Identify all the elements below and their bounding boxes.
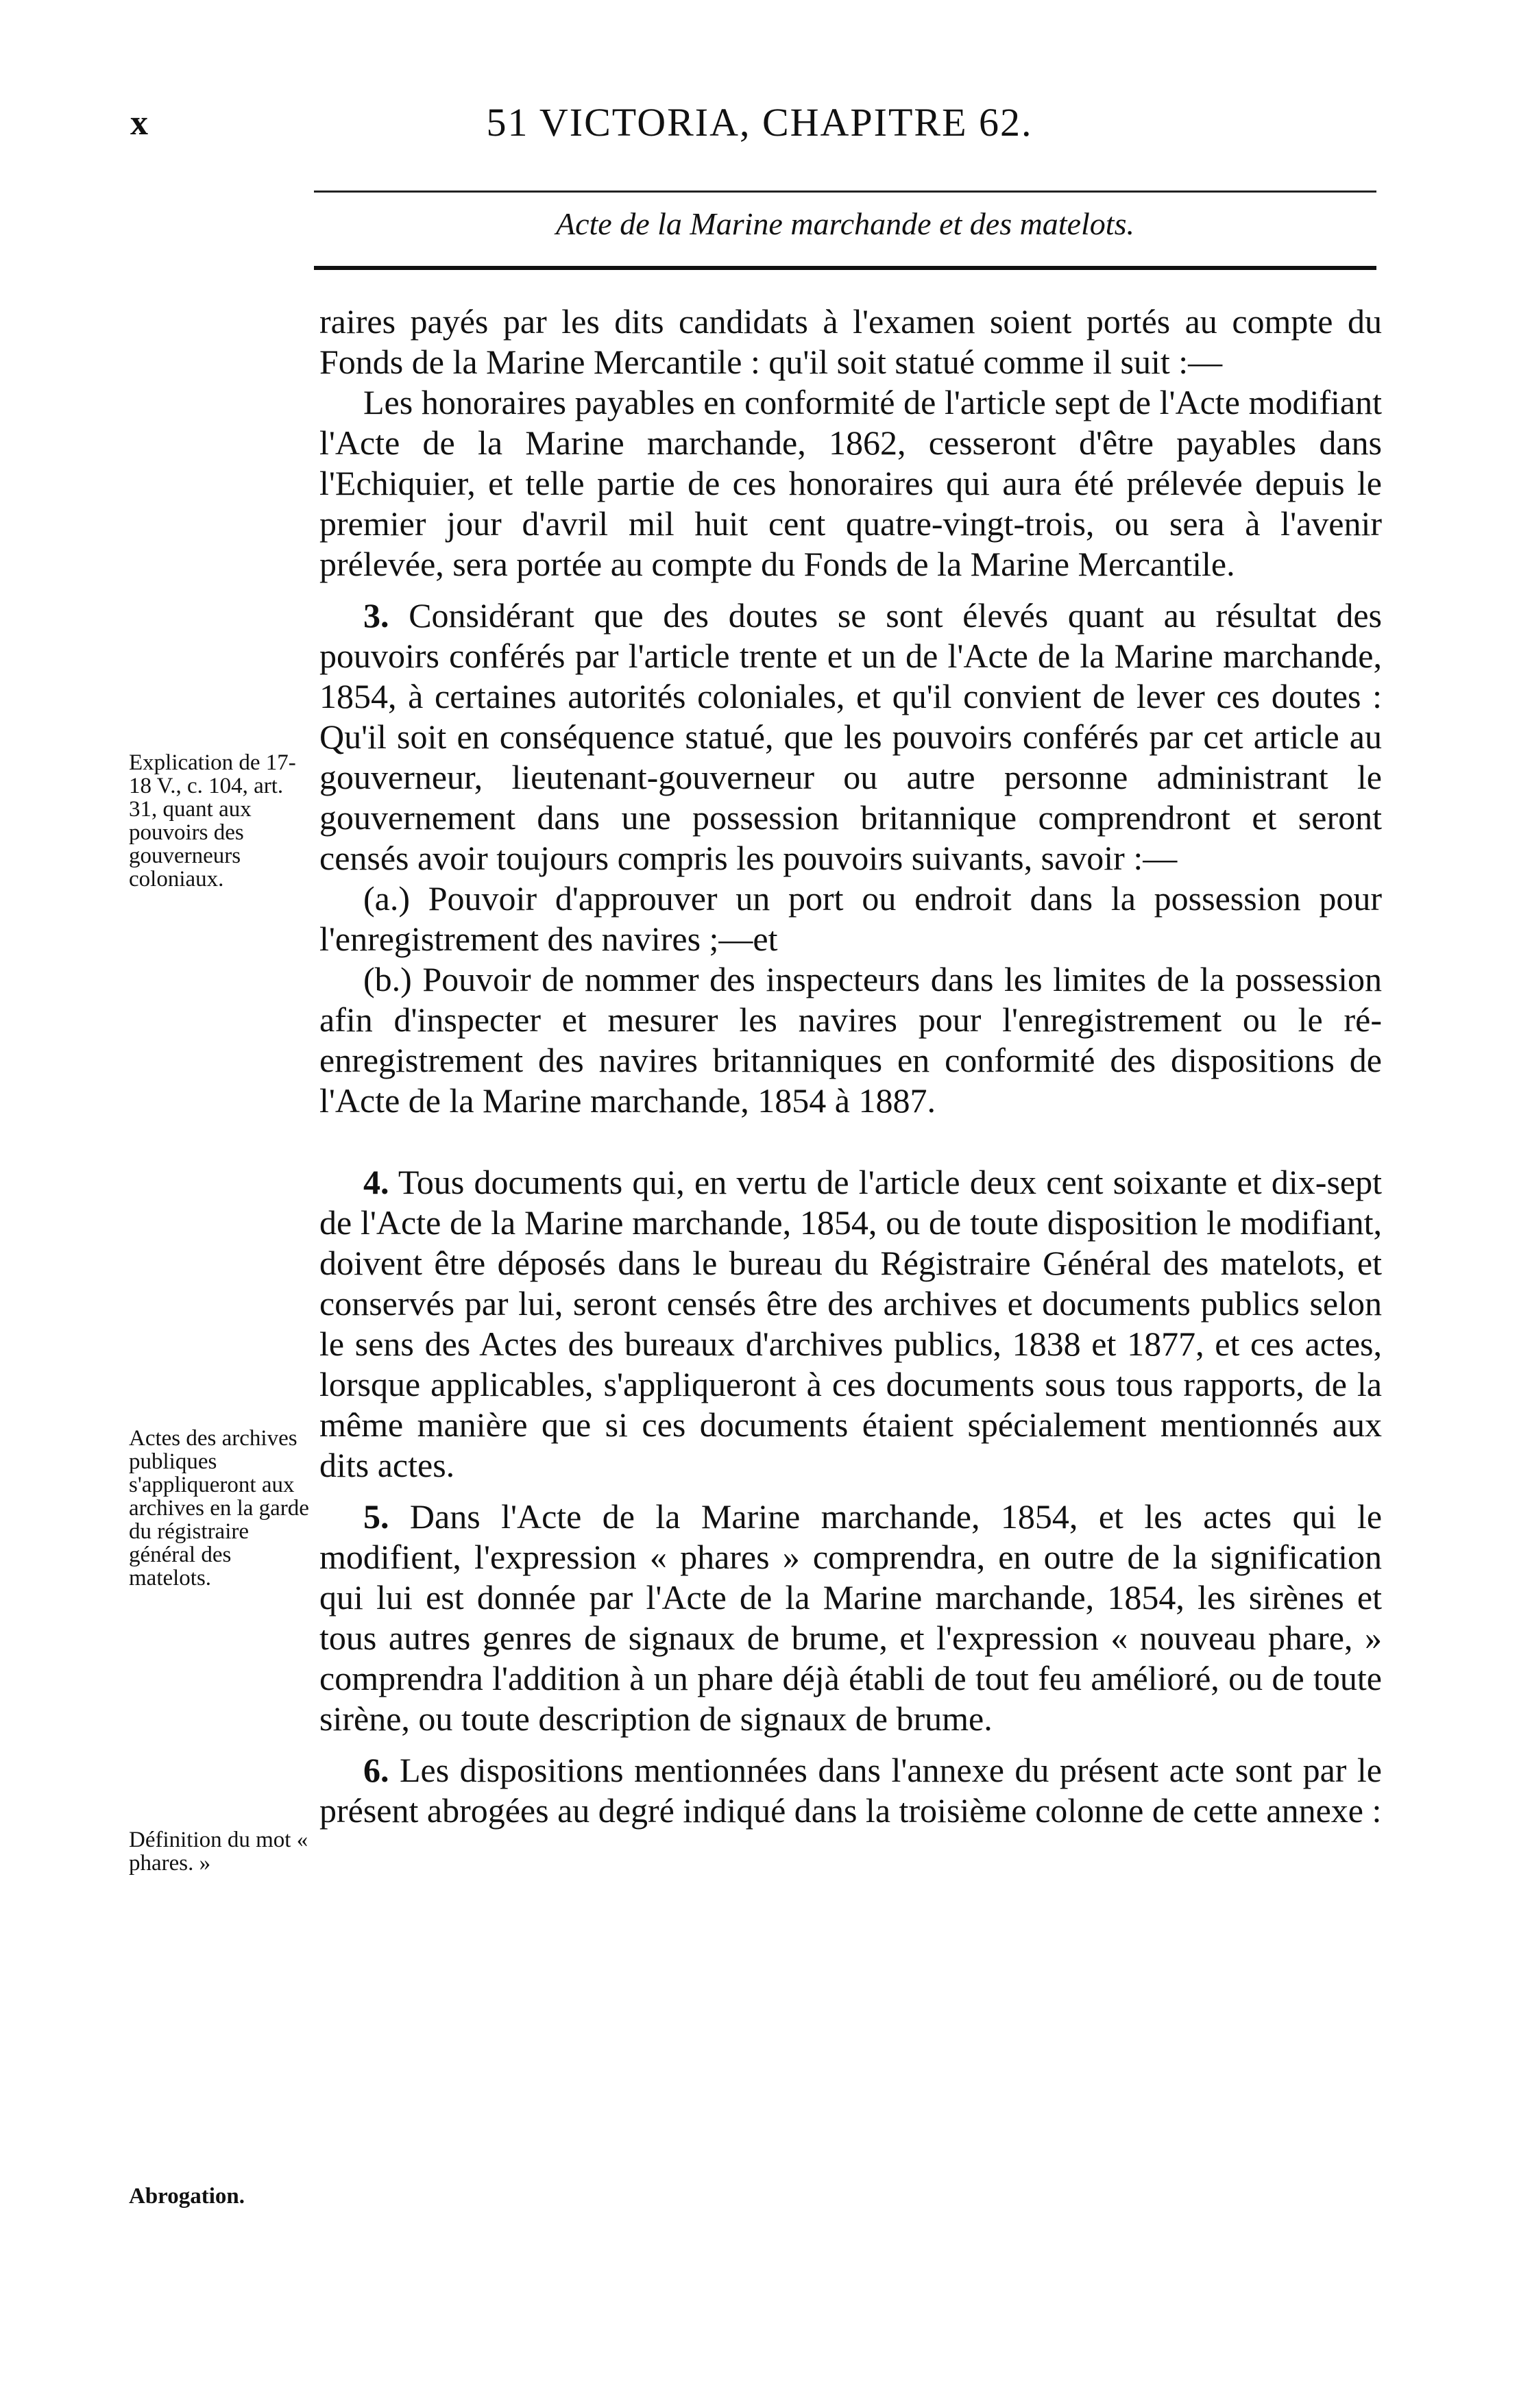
section-4-text: Tous documents qui, en vertu de l'article deux cent soixante et dix-sept de l'Acte de la Marine marchande, 1854, ou de toute disposition le modifiant, doivent être déposés dans le bureau du Régistraire Général des matelots, et conservés par lui, seront censés être des archives et documents publics selon le sens des Actes des bureaux d'archives publics, 1838 et 1877, et ces actes, lorsque applicables, s'appliqueront à ces documents sous tous rapports, de la même manière que si ces documents étaient spécialement mentionnés aux dits actes. xyxy=(319,1163,1382,1484)
section-3-text: Considérant que des doutes se sont élevés quant au résultat des pouvoirs conférés par l'article trente et un de l'Acte de la Marine marchande, 1854, à certaines autorités coloniales, et qu'il convient de lever ces doutes : Qu'il soit en conséquence statué, que les pouvoirs conférés par cet article au gouverneur, lieutenant-gouverneur ou autre personne administrant le gouvernement dans une possession britannique comprendront et seront censés avoir toujours compris les pouvoirs suivants, savoir :— xyxy=(319,596,1382,877)
section-5-text: Dans l'Acte de la Marine marchande, 1854, et les actes qui le modifient, l'expression « phares » comprendra, en outre de la signification qui lui est donnée par l'Acte de la Marine marchande, 1854, les sirènes et tous autres genres de signaux de brume, et l'expression « nouveau phare, » comprendra l'addition à un phare déjà établi de tout feu amélioré, ou de toute sirène, ou toute description de signaux de brume. xyxy=(319,1497,1383,1738)
continuation-paragraph: raires payés par les dits candidats à l'examen soient portés au compte du Fonds de la Marine Mercantile : qu'il soit statué comme il suit :— xyxy=(319,302,1382,381)
section-4 xyxy=(319,1162,1382,1486)
running-title: 51 VICTORIA, CHAPITRE 62. xyxy=(486,100,1033,145)
act-subtitle: Acte de la Marine marchande et des matelots. xyxy=(556,206,1134,241)
margin-note-section-6: Abrogation. xyxy=(129,2184,245,2209)
section-6-text: Les dispositions mentionnées dans l'annexe du présent acte sont par le présent abrogées au degré indiqué dans la troisième colonne de cette annexe : xyxy=(319,1751,1383,1830)
section-5 xyxy=(319,1497,1382,1739)
section-3 xyxy=(319,595,1382,879)
section-5-number: 5. xyxy=(363,1497,389,1536)
section-6-number: 6. xyxy=(363,1751,389,1789)
margin-note-section-3: Explication de 17-18 V., c. 104, art. 31, quant aux pouvoirs des gouverneurs coloniaux. xyxy=(129,750,296,892)
header-rule-thick xyxy=(314,266,1376,270)
margin-note-section-4: Actes des archives publiques s'appliqueront aux archives en la garde du régistraire général des matelots. xyxy=(129,1426,309,1590)
section-4-number: 4. xyxy=(363,1163,389,1201)
page-number: x xyxy=(130,103,148,143)
section-3-item-b: (b.) Pouvoir de nommer des inspecteurs dans les limites de la possession afin d'inspecter et mesurer les navires pour l'enregistrement ou le ré-enregistrement des navires britanniques en conformité des dispositions de l'Acte de la Marine marchande, 1854 à 1887. xyxy=(319,960,1382,1120)
body-text xyxy=(319,302,1382,1831)
margin-note-section-5: Définition du mot « phares. » xyxy=(129,1828,308,1876)
section-3-number: 3. xyxy=(363,596,389,635)
fees-paragraph: Les honoraires payables en conformité de l'article sept de l'Acte modifiant l'Acte de la Marine marchande, 1862, cesseront d'être payables dans l'Echiquier, et telle partie de ces honoraires qui aura été prélevée depuis le premier jour d'avril mil huit cent quatre-vingt-trois, ou sera à l'avenir prélevée, sera portée au compte du Fonds de la Marine Mercantile. xyxy=(319,383,1382,583)
section-3-item-a: (a.) Pouvoir d'approuver un port ou endroit dans la possession pour l'enregistrement des navires ;—et xyxy=(319,879,1382,958)
section-6 xyxy=(319,1750,1382,1831)
header-rule xyxy=(314,191,1376,193)
